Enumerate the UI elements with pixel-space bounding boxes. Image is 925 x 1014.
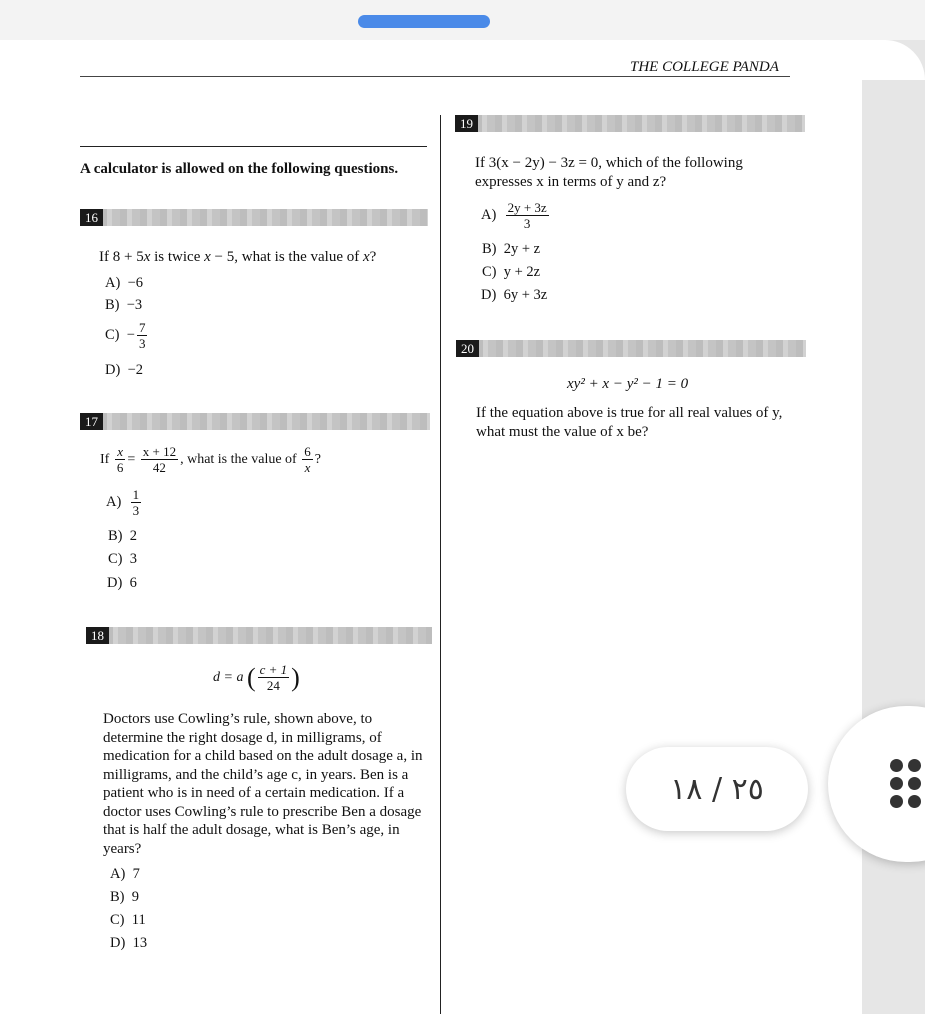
question-number: 19 bbox=[455, 115, 478, 132]
column-divider bbox=[440, 115, 441, 1014]
choice-18d[interactable]: D) 13 bbox=[110, 935, 148, 951]
question-number: 20 bbox=[456, 340, 479, 357]
fraction: $\frac{6}{x}$ bbox=[304, 444, 311, 475]
calculator-note: A calculator is allowed on the following questions. bbox=[80, 161, 399, 177]
choice-17b[interactable]: B) 2 bbox=[108, 528, 137, 544]
choice-17a[interactable]: A) $\frac{1}{3}$ bbox=[106, 487, 140, 518]
question-20-stem: If the equation above is true for all real values of y, what must the value of x be? bbox=[476, 405, 783, 440]
choice-18c[interactable]: C) 11 bbox=[110, 912, 146, 928]
fraction: $\frac{2y + 3z}{3}$ bbox=[507, 200, 547, 231]
choice-19a[interactable]: A) $\frac{2y + 3z}{3}$ bbox=[481, 200, 547, 231]
section-rule bbox=[80, 146, 427, 147]
fraction: $\frac{1}{3}$ bbox=[132, 487, 140, 518]
choice-17c[interactable]: C) 3 bbox=[108, 551, 137, 567]
choice-16c[interactable]: C) − $\frac{7}{3}$ bbox=[105, 320, 146, 351]
scroll-rail[interactable] bbox=[862, 40, 925, 1014]
header-rule bbox=[80, 76, 790, 77]
fraction: $\frac{x + 12}{42}$ bbox=[142, 444, 177, 475]
header-title: THE COLLEGE PANDA bbox=[630, 59, 779, 75]
question-20-equation: xy² + x − y² − 1 = 0 bbox=[567, 376, 689, 392]
question-17-banner bbox=[80, 413, 430, 430]
question-20-banner bbox=[456, 340, 806, 357]
question-18-banner bbox=[86, 627, 432, 644]
choice-16d[interactable]: D) −2 bbox=[105, 362, 143, 378]
choice-16a[interactable]: A) −6 bbox=[105, 275, 143, 291]
fraction: $\frac{c + 1}{24}$ bbox=[259, 662, 288, 693]
question-number: 17 bbox=[80, 413, 103, 430]
page-indicator[interactable]: ٢٥ / ١٨ bbox=[626, 747, 808, 831]
question-17-stem: If $\frac{x}{6}$ = $\frac{x + 12}{42}$ , what is the value of $\frac{6}{x}$ ? bbox=[100, 444, 321, 475]
viewer-top-bar bbox=[0, 0, 925, 40]
choice-16b[interactable]: B) −3 bbox=[105, 297, 143, 313]
question-number: 16 bbox=[80, 209, 103, 226]
choice-17d[interactable]: D) 6 bbox=[107, 575, 137, 591]
choice-19c[interactable]: C) y + 2z bbox=[482, 264, 541, 280]
choice-19d[interactable]: D) 6y + 3z bbox=[481, 287, 548, 303]
choice-18a[interactable]: A) 7 bbox=[110, 866, 140, 882]
question-18-body: Doctors use Cowling’s rule, shown above, to determine the right dosage d, in milligrams, of medication for a child based on the adult dosage a, in milligrams, and the child’s age c, in years. Ben is a patient who is in need of a certain medication. If a doctor uses Cowling’s rule to prescribe Ben a dosage that is half the adult dosage, what is Ben’s age, in years? bbox=[103, 711, 423, 857]
fraction: $\frac{7}{3}$ bbox=[138, 320, 146, 351]
choice-19b[interactable]: B) 2y + z bbox=[482, 241, 541, 257]
question-19-banner bbox=[455, 115, 805, 132]
choice-18b[interactable]: B) 9 bbox=[110, 889, 139, 905]
question-16-stem: If 8 + 5x is twice x − 5, what is the value of x? bbox=[99, 249, 377, 265]
question-16-banner bbox=[80, 209, 428, 226]
fraction: $\frac{x}{6}$ bbox=[116, 444, 124, 475]
scroll-indicator[interactable] bbox=[358, 15, 490, 28]
cowling-formula: d = a ( $\frac{c + 1}{24}$ ) bbox=[213, 662, 300, 693]
question-19-stem: If 3(x − 2y) − 3z = 0, which of the following expresses x in terms of y and z? bbox=[475, 155, 743, 190]
question-number: 18 bbox=[86, 627, 109, 644]
